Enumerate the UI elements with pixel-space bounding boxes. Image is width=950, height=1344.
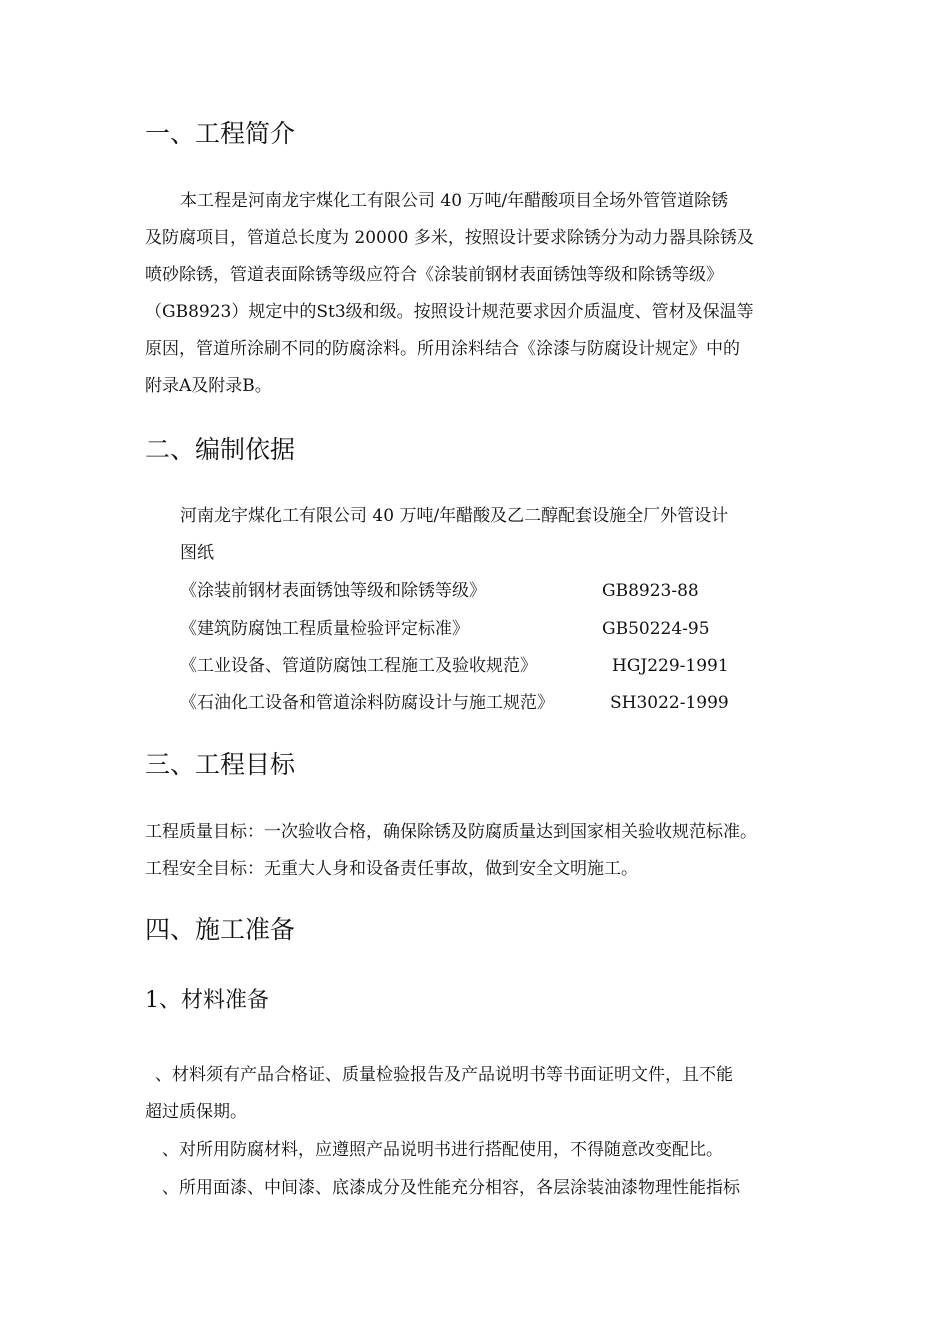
s1-line-4: （GB8923）规定中的St3级和级。按照设计规范要求因介质温度、管材及保温等 [145,302,754,322]
subsection-1-heading: 1、材料准备 [145,988,269,1013]
s4-line-4: 、所用面漆、中间漆、底漆成分及性能充分相容，各层涂装油漆物理性能指标 [162,1178,740,1198]
section-4-heading: 四、施工准备 [145,915,296,944]
reference-code: GB8923-88 [602,581,699,601]
reference-title: 《石油化工设备和管道涂料防腐设计与施工规范》 [180,693,554,713]
section-1-heading: 一、工程简介 [145,119,296,148]
s4-line-3: 、对所用防腐材料，应遵照产品说明书进行搭配使用，不得随意改变配比。 [162,1140,723,1160]
reference-title: 《工业设备、管道防腐蚀工程施工及验收规范》 [180,656,537,676]
safety-goal-line: 工程安全目标：无重大人身和设备责任事故，做到安全文明施工。 [145,859,638,879]
s1-line-6: 附录A及附录B。 [145,376,272,396]
quality-goal-line: 工程质量目标：一次验收合格，确保除锈及防腐质量达到国家相关验收规范标准。 [145,822,757,842]
reference-code: SH3022-1999 [610,693,729,713]
reference-code: HGJ229-1991 [612,656,729,676]
reference-code: GB50224-95 [602,619,710,639]
s1-line-3: 喷砂除锈，管道表面除锈等级应符合《涂装前钢材表面锈蚀等级和除锈等级》 [145,265,723,285]
s1-line-2: 及防腐项目，管道总长度为 20000 多米，按照设计要求除锈分为动力器具除锈及 [145,228,754,248]
reference-title: 《建筑防腐蚀工程质量检验评定标准》 [180,619,469,639]
section-3-heading: 三、工程目标 [145,750,296,779]
reference-title: 《涂装前钢材表面锈蚀等级和除锈等级》 [180,581,486,601]
s1-line-5: 原因，管道所涂刷不同的防腐涂料。所用涂料结合《涂漆与防腐设计规定》中的 [145,339,740,359]
s2-basis-line-1: 河南龙宇煤化工有限公司 40 万吨/年醋酸及乙二醇配套设施全厂外管设计 [180,506,729,526]
s1-line-1: 本工程是河南龙宇煤化工有限公司 40 万吨/年醋酸项目全场外管管道除锈 [180,191,729,211]
section-2-heading: 二、编制依据 [145,435,296,464]
s4-line-2: 超过质保期。 [145,1102,247,1122]
s2-basis-line-2: 图纸 [180,543,214,563]
s4-line-1: 、材料须有产品合格证、质量检验报告及产品说明书等书面证明文件，且不能 [155,1065,733,1085]
